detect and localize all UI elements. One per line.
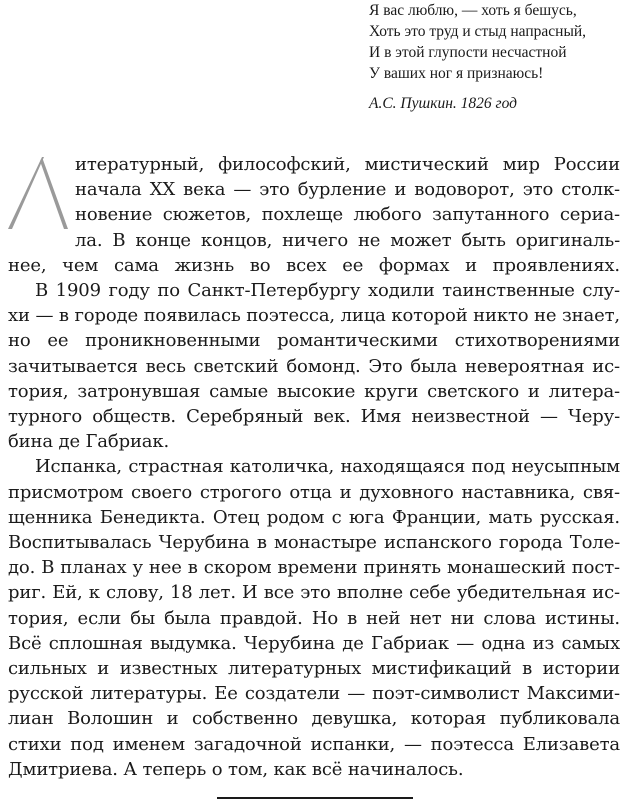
text-line: но ее проникновенными романтическими стихотворениями bbox=[8, 330, 620, 352]
text-line: сильных и известных литературных мистификаций в истории bbox=[8, 658, 620, 680]
epigraph bbox=[369, 0, 624, 114]
text-line: тория, затронувшая самые высокие круги светского и литера- bbox=[8, 380, 620, 402]
section-divider bbox=[217, 797, 413, 799]
text-line: присмотром своего строгого отца и духовного наставника, свя- bbox=[8, 481, 620, 503]
text-line: хи — в городе появилась поэтесса, лица которой никто не знает, bbox=[8, 305, 620, 327]
text-line: Воспитывалась Черубина в монастыре испанского города Толе- bbox=[8, 532, 620, 554]
text-line: Испанка, страстная католичка, находящаяся под неусыпным bbox=[35, 456, 620, 478]
epigraph-line: У ваших ног я признаюсь! bbox=[369, 65, 544, 82]
text-line: русской литературы. Ее создатели — поэт-символист Максими- bbox=[8, 683, 620, 705]
paragraph-1 bbox=[8, 152, 620, 278]
text-line: риг. Ей, к слову, 18 лет. И все это вполне себе убедительная ис- bbox=[8, 582, 620, 604]
paragraph-3 bbox=[8, 454, 620, 782]
text-line: нее, чем сама жизнь во всех ее формах и проявлениях. bbox=[8, 254, 620, 276]
text-line: Всё сплошная выдумка. Черубина де Габриак — одна из самых bbox=[8, 632, 620, 654]
paragraph-2 bbox=[8, 278, 620, 454]
text-line: Дмитриева. А теперь о том, как всё начиналось. bbox=[8, 758, 464, 780]
body-text bbox=[8, 152, 620, 782]
text-line: турного обществ. Серебряный век. Имя неизвестной — Черу- bbox=[8, 406, 620, 428]
text-line: бина де Габриак. bbox=[8, 431, 170, 453]
text-line: лиан Волошин и собственно девушка, которая публиковала bbox=[8, 708, 620, 730]
epigraph-line: И в этой глупости несчастной bbox=[369, 44, 567, 61]
text-line: зачитывается весь светский бомонд. Это была невероятная ис- bbox=[8, 355, 620, 377]
text-line: стихи под именем загадочной испанки, — поэтесса Елизавета bbox=[8, 733, 620, 755]
text-line: тория, если бы была правдой. Но в ней нет ни слова истины. bbox=[8, 607, 620, 629]
text-line: щенника Бенедикта. Отец родом с юга Франции, мать русская. bbox=[8, 506, 620, 528]
text-line: до. В планах у нее в скором времени принять монашеский пост- bbox=[8, 557, 620, 579]
epigraph-line: Я вас люблю, — хоть я бешусь, bbox=[369, 2, 577, 19]
epigraph-attribution: А.С. Пушкин. 1826 год bbox=[369, 95, 517, 112]
text-line: начала XX века — это бурление и водоворот, это столк- bbox=[75, 179, 620, 201]
text-line: ла. В конце концов, ничего не может быть оригиналь- bbox=[75, 229, 620, 251]
text-line: итературный, философский, мистический мир России bbox=[75, 154, 620, 175]
epigraph-line: Хоть это труд и стыд напрасный, bbox=[369, 23, 587, 40]
text-line: В 1909 году по Санкт-Петербургу ходили таинственные слу- bbox=[35, 280, 620, 302]
text-line: новение сюжетов, похлеще любого запутанного сериа- bbox=[75, 204, 620, 226]
